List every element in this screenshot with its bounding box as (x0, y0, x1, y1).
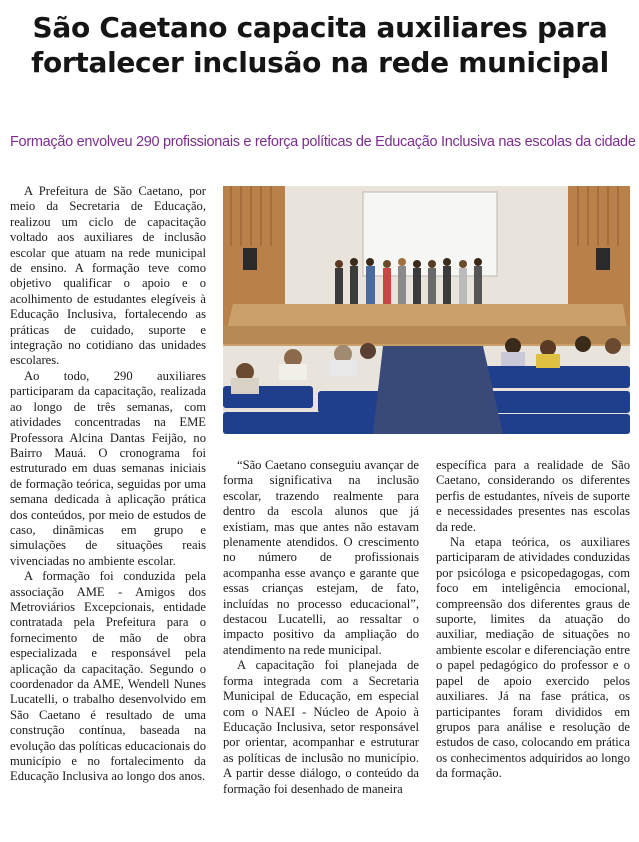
article-column-2 (223, 458, 419, 797)
article-column-1 (10, 184, 206, 785)
auditorium-photo-illustration (223, 186, 630, 434)
paragraph: A Prefeitura de São Caetano, por meio da Secretaria de Educação, realizou um ciclo de capacitação voltado aos auxiliares de inclusão escolar que atuam na rede municipal de ensino. A formação teve como objetivo qualificar o apoio e o acolhimento de estudantes elegíveis à Educação Inclusiva, fortalecendo as práticas de cuidado, suporte e integração no cotidiano das unidades escolares. (10, 184, 206, 368)
speaker-left (243, 248, 257, 270)
paragraph: Ao todo, 290 auxiliares participaram da capacitação, realizada ao longo de três semanas, com atividades concentradas na EME Professora Alcina Dantas Feijão, no Bairro Mauá. O cronograma foi estruturado em duas semanas iniciais de formação teórica, seguidas por uma semana dedicada à aplicação prática dos conteúdos, por meio de estudos de caso, dinâmicas em grupo e simulações de situações reais vivenciadas no ambiente escolar. (10, 368, 206, 568)
paragraph: Na etapa teórica, os auxiliares participaram de atividades conduzidas por psicóloga e psicopedagogas, com foco em inteligência emocional, compreensão dos diferentes graus de suporte, limites da atuação do auxiliar, mediação de situações no ambiente escolar e diferenciação entre o papel pedagógico do professor e o papel de apoio exercido pelos auxiliares. Já na fase prática, os participantes foram divididos em grupos para análise e resolução de estudos de caso, colocando em prática os conhecimentos adquiridos ao longo da formação. (436, 535, 630, 781)
article-column-3 (436, 458, 630, 782)
speaker-right (596, 248, 610, 270)
paragraph: “São Caetano conseguiu avançar de forma significativa na inclusão escolar, trazendo realmente para dentro da escola alunos que já existiam, mas que antes não estavam plenamente atendidos. O crescimento no número de profissionais acompanha esse avanço e garante que essas crianças estejam, de fato, incluídas no processo educacional”, destacou Lucatelli, ao ressaltar o impacto positivo da ampliação do atendimento na rede municipal. (223, 458, 419, 657)
headline-line-2: fortalecer inclusão na rede municipal (31, 46, 609, 79)
aisle (373, 346, 503, 434)
paragraph: A capacitação foi planejada de forma integrada com a Secretaria Municipal de Educação, em especial com o NAEI - Núcleo de Apoio à Educação Inclusiva, setor responsável por orientar, acompanhar e estruturar as políticas de inclusão no município. A partir desse diálogo, o conteúdo da formação foi desenhado de maneira (223, 658, 419, 796)
headline-line-1: São Caetano capacita auxiliares para (32, 11, 608, 44)
paragraph: específica para a realidade de São Caetano, considerando os diferentes perfis de estudantes, níveis de suporte e necessidades presentes nas escolas da rede. (436, 458, 630, 534)
article-photo (223, 186, 630, 434)
subheadline: Formação envolveu 290 profissionais e reforça políticas de Educação Inclusiva nas escolas da cidade (10, 134, 636, 150)
paragraph: A formação foi conduzida pela associação AME - Amigos dos Metroviários Excepcionais, entidade contratada pela Prefeitura para o fornecimento de mão de obra especializada e responsável pela aplicação da capacitação. Segundo o coordenador da AME, Wendell Nunes Lucatelli, o trabalho desenvolvido em São Caetano é resultado de uma construção contínua, baseada na evolução das políticas educacionais do município e no fortalecimento da Educação Inclusiva ao longo dos anos. (10, 569, 206, 784)
headline (10, 10, 630, 80)
